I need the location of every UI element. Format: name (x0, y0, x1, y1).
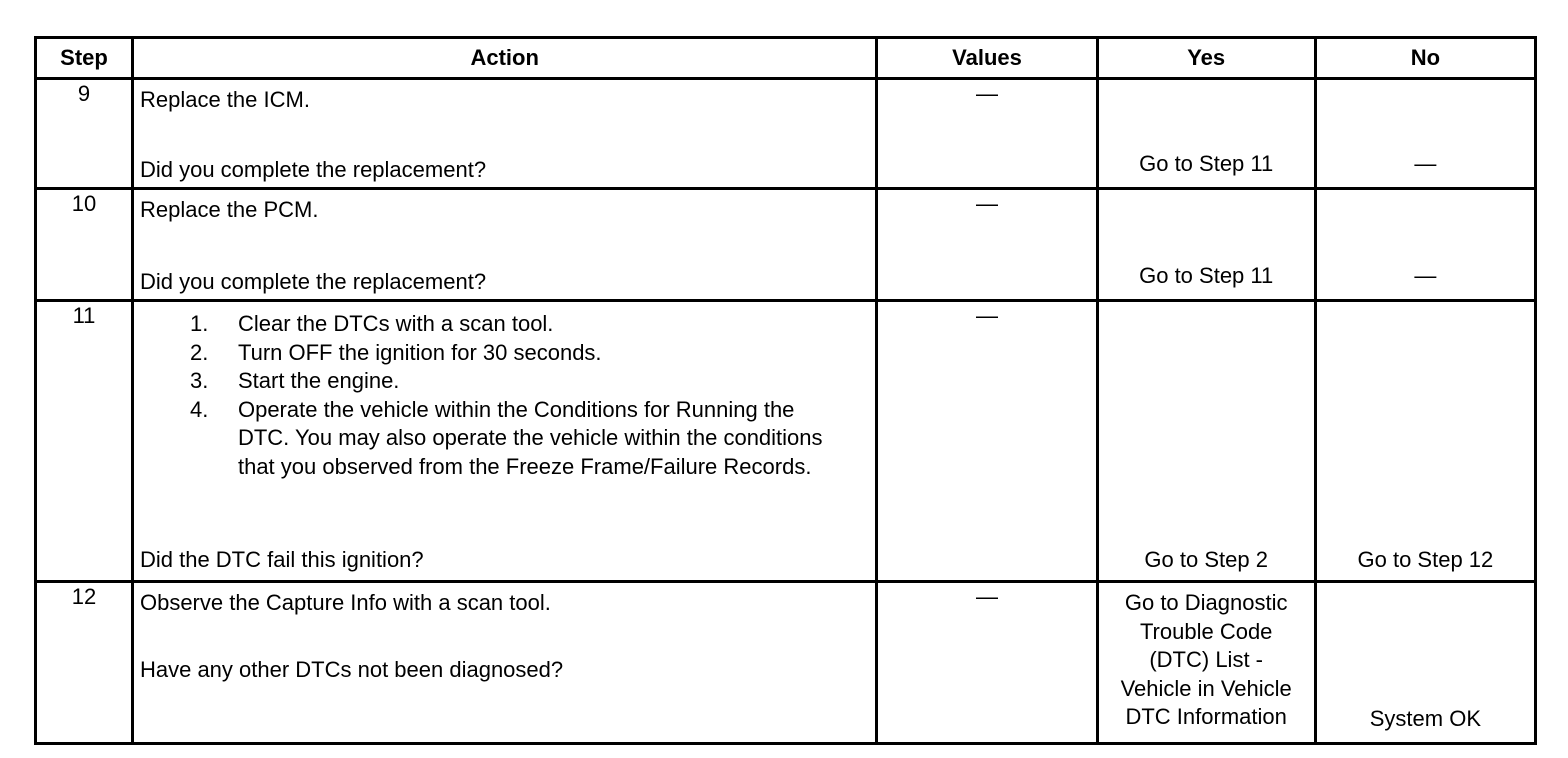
yes-link[interactable]: Go to Diagnostic Trouble Code (DTC) List - Vehicle in Vehicle DTC Information (1120, 590, 1292, 730)
action-question: Have any other DTCs not been diagnosed? (139, 656, 564, 682)
yes-link[interactable]: Go to Step 2 (1144, 547, 1268, 573)
action-cell (132, 189, 876, 301)
action-text: Observe the Capture Info with a scan tool. (139, 590, 551, 615)
values-cell: — (877, 79, 1097, 189)
header-action: Action (132, 38, 876, 79)
no-link[interactable]: Go to Step 12 (1357, 547, 1494, 573)
yes-cell (1097, 301, 1315, 582)
header-no: No (1315, 38, 1535, 79)
no-cell (1315, 301, 1535, 582)
action-text: Replace the PCM. (139, 197, 319, 222)
action-question: Did the DTC fail this ignition? (139, 547, 424, 573)
values-cell: — (877, 582, 1097, 744)
no-cell (1315, 582, 1535, 744)
header-yes: Yes (1097, 38, 1315, 79)
values-cell: — (877, 301, 1097, 582)
diagnostic-table (34, 36, 1537, 745)
step-number: 10 (36, 189, 133, 301)
table-row-step-12 (36, 582, 1536, 744)
step-number: 11 (36, 301, 133, 582)
action-question: Did you complete the replacement? (139, 157, 487, 183)
header-values: Values (877, 38, 1097, 79)
table-row-step-9 (36, 79, 1536, 189)
action-question: Did you complete the replacement? (139, 269, 487, 295)
action-cell (132, 79, 876, 189)
no-cell (1315, 79, 1535, 189)
no-value: — (1414, 263, 1437, 289)
step-number: 12 (36, 582, 133, 744)
substep-list (140, 310, 875, 482)
header-step: Step (36, 38, 133, 79)
list-item: 4. Operate the vehicle within the Conditions for Running the DTC. You may also operate the vehicle within the conditions that you observed from the Freeze Frame/Failure Records. (189, 396, 823, 479)
yes-cell (1097, 189, 1315, 301)
yes-cell (1097, 582, 1315, 744)
yes-cell (1097, 79, 1315, 189)
action-cell (132, 582, 876, 744)
yes-link[interactable]: Go to Step 11 (1139, 151, 1274, 177)
action-cell (132, 301, 876, 582)
table-row-step-10 (36, 189, 1536, 301)
list-item: 3. Start the engine. (189, 368, 400, 394)
list-item: 2. Turn OFF the ignition for 30 seconds. (189, 339, 602, 365)
no-value: — (1414, 151, 1437, 177)
table-row-step-11 (36, 301, 1536, 582)
list-item: 1. Clear the DTCs with a scan tool. (189, 311, 554, 336)
no-value: System OK (1369, 706, 1481, 732)
step-number: 9 (36, 79, 133, 189)
values-cell: — (877, 189, 1097, 301)
yes-link[interactable]: Go to Step 11 (1139, 263, 1274, 289)
header-row (36, 38, 1536, 79)
no-cell (1315, 189, 1535, 301)
action-text: Replace the ICM. (139, 87, 310, 112)
